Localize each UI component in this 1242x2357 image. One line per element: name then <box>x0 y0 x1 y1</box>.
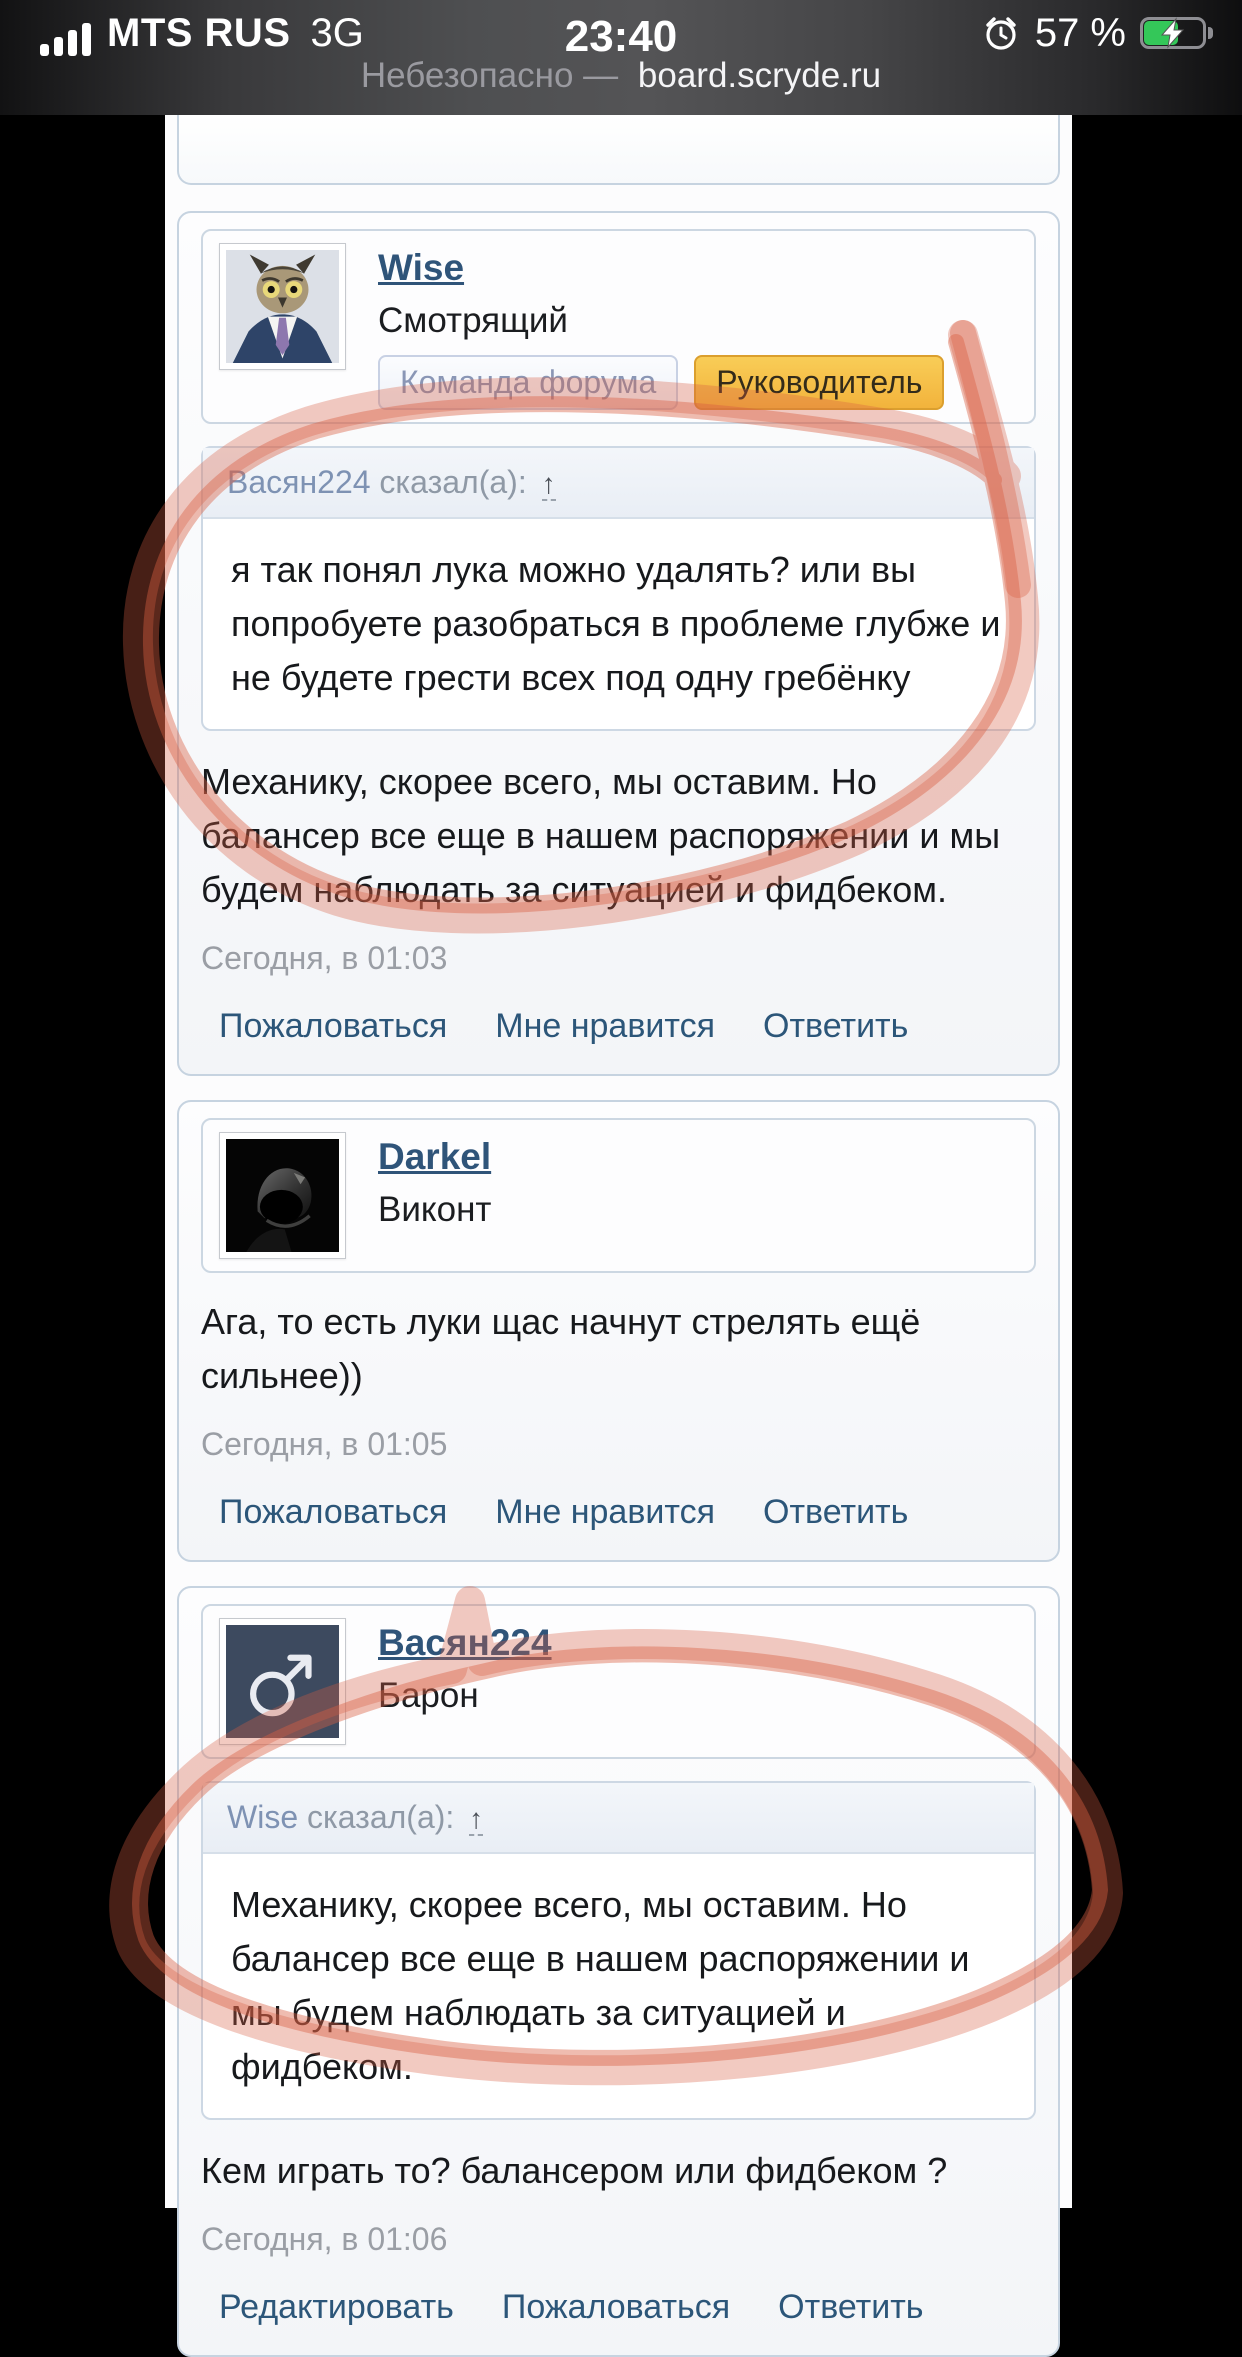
badge-muted: Команда форума <box>378 355 678 410</box>
carrier-label: MTS RUS <box>107 10 291 55</box>
domain-label: board.scryde.ru <box>637 56 882 95</box>
quote-author-label: Васян224 <box>227 464 380 501</box>
helmet-avatar-image <box>226 1139 339 1252</box>
author-meta <box>378 1132 491 1230</box>
quote-said-label: сказал(а): <box>307 1799 455 1836</box>
action-link[interactable]: Мне нравится <box>495 1493 716 1532</box>
alarm-icon <box>981 13 1021 53</box>
charging-bolt-icon <box>1154 18 1192 48</box>
badge-row <box>378 355 944 410</box>
clock-label: 23:40 <box>564 12 678 61</box>
battery-percent-label: 57 % <box>1034 10 1126 55</box>
avatar[interactable] <box>219 1132 346 1259</box>
post-author-box <box>201 229 1036 424</box>
post-message-text: Механику, скорее всего, мы оставим. Но балансер все еще в нашем распоряжении и мы будем наблюдать за ситуацией и фидбеком. <box>201 761 1001 911</box>
post-action-bar <box>201 997 1036 1054</box>
author-meta <box>378 243 944 410</box>
action-link[interactable]: Ответить <box>778 2288 924 2327</box>
quote-said-label: сказал(а): <box>379 464 527 501</box>
username-link[interactable]: Darkel <box>378 1136 492 1178</box>
quote-text: я так понял лука можно удалять? или вы попробуете разобраться в проблеме глубже и не будете грести всех под одну гребёнку <box>231 549 1001 699</box>
username-link[interactable]: Васян224 <box>378 1622 552 1664</box>
jump-to-quote-arrow[interactable]: ↑ <box>541 468 556 500</box>
quote-author-label: Wise <box>227 1799 307 1836</box>
post-author-box <box>201 1604 1036 1759</box>
action-link[interactable]: Ответить <box>763 1493 909 1532</box>
status-bar <box>0 0 1242 115</box>
avatar[interactable] <box>219 1618 346 1745</box>
action-link[interactable]: Мне нравится <box>495 1007 716 1046</box>
post-timestamp: Сегодня, в 01:03 <box>201 940 448 977</box>
quote-header <box>203 1783 1034 1854</box>
author-meta <box>378 1618 552 1716</box>
owl-avatar-image <box>226 250 339 363</box>
user-rank-label: Барон <box>378 1676 479 1716</box>
avatar[interactable] <box>219 243 346 370</box>
post-message-text: Ага, то есть луки щас начнут стрелять ещё сильнее)) <box>201 1301 921 1397</box>
forum-page <box>165 115 1072 2327</box>
action-link[interactable]: Редактировать <box>219 2288 454 2327</box>
post-author-box <box>201 1118 1036 1273</box>
user-rank-label: Смотрящий <box>378 301 568 340</box>
forum-post <box>177 211 1060 1076</box>
post-message-text: Кем играть то? балансером или фидбеком ? <box>201 2150 948 2192</box>
male-symbol-avatar-image <box>226 1625 339 1738</box>
quote-block <box>201 1781 1036 2120</box>
post-timestamp: Сегодня, в 01:06 <box>201 2221 448 2258</box>
security-warning-label: Небезопасно — <box>360 56 619 95</box>
action-link[interactable]: Ответить <box>763 1007 909 1046</box>
post-list <box>177 211 1060 2357</box>
network-type-label: 3G <box>310 10 364 55</box>
quote-text: Механику, скорее всего, мы оставим. Но балансер все еще в нашем распоряжении и мы будем наблюдать за ситуацией и фидбеком. <box>231 1884 970 2088</box>
post-timestamp: Сегодня, в 01:05 <box>201 1426 448 1463</box>
address-bar[interactable] <box>0 56 1242 96</box>
forum-post <box>177 1100 1060 1562</box>
post-action-bar <box>201 2278 1036 2335</box>
action-link[interactable]: Пожаловаться <box>219 1007 448 1046</box>
jump-to-quote-arrow[interactable]: ↑ <box>469 1803 484 1835</box>
signal-strength-icon <box>40 22 91 56</box>
previous-post-partial <box>177 115 1060 185</box>
quote-header <box>203 448 1034 519</box>
battery-charging-icon <box>1140 17 1206 49</box>
action-link[interactable]: Пожаловаться <box>501 2288 731 2327</box>
badge-orange: Руководитель <box>694 355 944 410</box>
action-link[interactable]: Пожаловаться <box>219 1493 448 1532</box>
quote-block <box>201 446 1036 731</box>
post-action-bar <box>201 1483 1036 1540</box>
status-row <box>0 0 1242 61</box>
username-link[interactable]: Wise <box>378 247 465 288</box>
forum-post <box>177 1586 1060 2357</box>
user-rank-label: Виконт <box>378 1190 492 1230</box>
